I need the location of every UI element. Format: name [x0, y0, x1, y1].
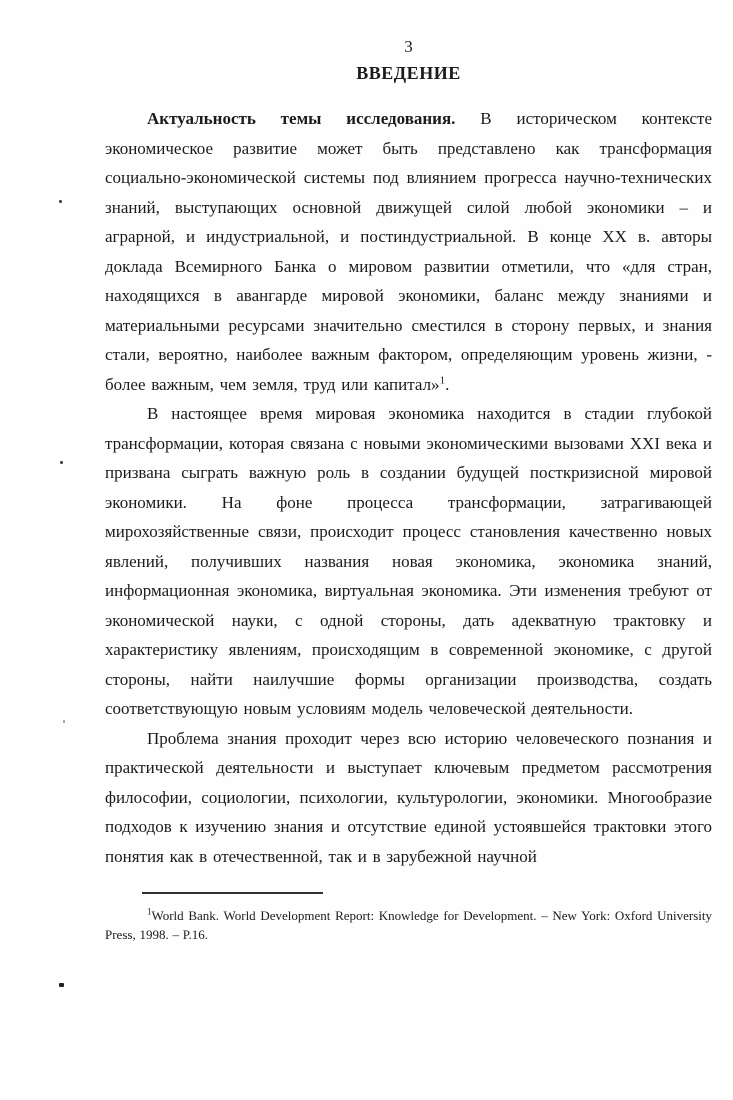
scan-artifact-dot [59, 200, 62, 203]
paragraph-1-bold-lead: Актуальность темы исследования. [147, 109, 456, 128]
footnote [105, 907, 712, 944]
paragraph-3 [105, 724, 712, 872]
paragraph-2-text: В настоящее время мировая экономика находится в стадии глубокой трансформации, которая связана с новыми экономическими вызовами XXI века и призвана сыграть важную роль в создании будущей посткризисной мировой экономики. На фоне процесса трансформации, затрагивающей мирохозяйственные связи, происходит процесс становления качественно новых явлений, получивших названия новая экономика, экономика знаний, информационная экономика, виртуальная экономика. Эти изменения требуют от экономической науки, с одной стороны, дать адекватную трактовку и характеристику явлениям, происходящим в современной экономике, с другой стороны, найти наилучшие формы организации производства, создать соответствующую новым условиям модель человеческой деятельности. [105, 404, 712, 718]
scan-artifact-dot [60, 461, 63, 464]
page-number: 3 [404, 37, 413, 56]
paragraph-1-tail: . [445, 374, 450, 394]
footnote-separator-line [142, 892, 323, 894]
scan-artifact-dot [63, 720, 65, 723]
paragraph-2 [105, 399, 712, 724]
scan-artifact-dot [59, 983, 64, 987]
paragraph-1 [105, 104, 712, 399]
footnote-marker: 1 [147, 906, 152, 917]
footnote-text: World Bank. World Development Report: Knowledge for Development. – New York: Oxford University Press, 1998. – P.16. [105, 908, 712, 942]
footnote-reference-mark: 1 [439, 373, 446, 386]
paragraph-1-text: В историческом контексте экономическое развитие может быть представлено как трансформация социально-экономической системы под влиянием прогресса научно-технических знаний, выступающих основной движущей силой любой экономики – и аграрной, и индустриальной, и постиндустриальной. В конце XX в. авторы доклада Всемирного Банка о мировом развитии отметили, что «для стран, находящихся в авангарде мировой экономики, баланс между знаниями и материальными ресурсами значительно сместился в сторону первых, и знания стали, вероятно, наиболее важным фактором, определяющим уровень жизни, - более важным, чем земля, труд или капитал» [105, 109, 712, 394]
paragraph-3-text: Проблема знания проходит через всю историю человеческого познания и практической деятельности и выступает ключевым предметом рассмотрения философии, социологии, психологии, культурологии, экономики. Многообразие подходов к изучению знания и отсутствие единой устоявшейся трактовки этого понятия как в отечественной, так и в зарубежной научной [105, 728, 712, 866]
body-text [105, 104, 712, 871]
section-heading: ВВЕДЕНИЕ [356, 63, 461, 83]
footnote-area [105, 892, 712, 944]
